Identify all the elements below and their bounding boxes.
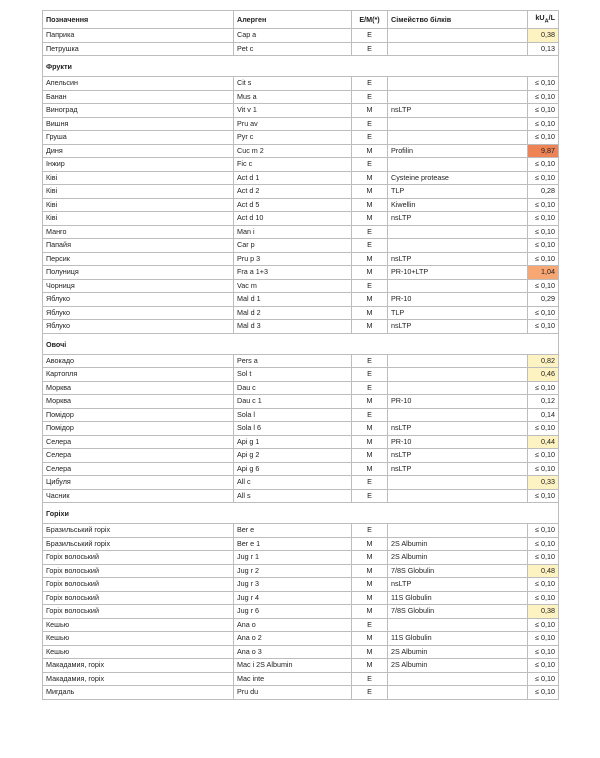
cell-designation: Бразильський горіх	[43, 537, 234, 551]
cell-value: 0,48	[528, 564, 559, 578]
table-row	[43, 185, 559, 199]
cell-em: E	[352, 279, 388, 293]
cell-designation: Полуниця	[43, 266, 234, 280]
cell-protein-family	[388, 77, 528, 91]
table-row	[43, 158, 559, 172]
cell-allergen: Vit v 1	[234, 104, 352, 118]
cell-designation: Інжир	[43, 158, 234, 172]
cell-designation: Виноград	[43, 104, 234, 118]
cell-designation: Макадамия, горіх	[43, 672, 234, 686]
cell-em: E	[352, 29, 388, 43]
cell-em: M	[352, 252, 388, 266]
cell-em: E	[352, 42, 388, 56]
cell-value: ≤ 0,10	[528, 306, 559, 320]
cell-value: ≤ 0,10	[528, 462, 559, 476]
section-title: Горіхи	[43, 503, 234, 524]
header-protein-family: Cімейство білків	[388, 11, 528, 29]
cell-allergen: Jug r 3	[234, 578, 352, 592]
cell-value: 0,82	[528, 354, 559, 368]
cell-value: ≤ 0,10	[528, 578, 559, 592]
cell-em: M	[352, 320, 388, 334]
table-row	[43, 462, 559, 476]
cell-designation: Помідор	[43, 408, 234, 422]
cell-allergen: Sola l 6	[234, 422, 352, 436]
cell-em: E	[352, 354, 388, 368]
cell-protein-family: 2S Albumin	[388, 537, 528, 551]
cell-protein-family: 11S Globulin	[388, 591, 528, 605]
cell-designation: Ківі	[43, 198, 234, 212]
cell-allergen: Sol t	[234, 368, 352, 382]
cell-allergen: Sola l	[234, 408, 352, 422]
cell-protein-family: 2S Albumin	[388, 645, 528, 659]
cell-allergen: Dau c	[234, 381, 352, 395]
cell-value: 0,38	[528, 605, 559, 619]
cell-value: 0,14	[528, 408, 559, 422]
cell-protein-family	[388, 90, 528, 104]
cell-protein-family: 2S Albumin	[388, 551, 528, 565]
cell-designation: Яблуко	[43, 293, 234, 307]
cell-value: ≤ 0,10	[528, 225, 559, 239]
cell-em: E	[352, 672, 388, 686]
cell-value: ≤ 0,10	[528, 551, 559, 565]
cell-allergen: All c	[234, 476, 352, 490]
cell-designation: Морква	[43, 395, 234, 409]
table-row	[43, 381, 559, 395]
cell-em: M	[352, 395, 388, 409]
cell-designation: Горіх волоський	[43, 591, 234, 605]
table-row	[43, 104, 559, 118]
cell-protein-family	[388, 672, 528, 686]
cell-allergen: Pyr c	[234, 131, 352, 145]
cell-designation: Селера	[43, 435, 234, 449]
cell-em: M	[352, 551, 388, 565]
cell-designation: Селера	[43, 449, 234, 463]
cell-em: E	[352, 408, 388, 422]
section-spacer	[234, 56, 352, 77]
cell-value: ≤ 0,10	[528, 104, 559, 118]
cell-protein-family	[388, 158, 528, 172]
cell-allergen: Fra a 1+3	[234, 266, 352, 280]
table-row	[43, 422, 559, 436]
cell-allergen: Mus a	[234, 90, 352, 104]
cell-designation: Цибуля	[43, 476, 234, 490]
table-row	[43, 117, 559, 131]
table-row	[43, 564, 559, 578]
cell-protein-family: nsLTP	[388, 320, 528, 334]
cell-value: ≤ 0,10	[528, 117, 559, 131]
table-row	[43, 212, 559, 226]
table-row	[43, 266, 559, 280]
table-row	[43, 551, 559, 565]
table-row	[43, 605, 559, 619]
cell-designation: Вишня	[43, 117, 234, 131]
cell-designation: Горіх волоський	[43, 605, 234, 619]
cell-protein-family	[388, 476, 528, 490]
cell-em: M	[352, 171, 388, 185]
cell-protein-family	[388, 381, 528, 395]
cell-value: ≤ 0,10	[528, 239, 559, 253]
cell-value: ≤ 0,10	[528, 672, 559, 686]
cell-allergen: Pru av	[234, 117, 352, 131]
cell-designation: Бразильський горіх	[43, 524, 234, 538]
cell-protein-family	[388, 29, 528, 43]
cell-value: ≤ 0,10	[528, 90, 559, 104]
cell-protein-family	[388, 279, 528, 293]
cell-protein-family	[388, 686, 528, 700]
table-row	[43, 279, 559, 293]
cell-allergen: Cuc m 2	[234, 144, 352, 158]
cell-allergen: Act d 1	[234, 171, 352, 185]
cell-allergen: Pru du	[234, 686, 352, 700]
cell-em: E	[352, 225, 388, 239]
cell-value: ≤ 0,10	[528, 618, 559, 632]
cell-allergen: Car p	[234, 239, 352, 253]
cell-designation: Апельсин	[43, 77, 234, 91]
section-spacer	[528, 503, 559, 524]
cell-em: M	[352, 462, 388, 476]
cell-allergen: All s	[234, 489, 352, 503]
cell-designation: Диня	[43, 144, 234, 158]
cell-protein-family: nsLTP	[388, 252, 528, 266]
table-row	[43, 578, 559, 592]
cell-protein-family: 7/8S Globulin	[388, 564, 528, 578]
cell-allergen: Pru p 3	[234, 252, 352, 266]
table-row	[43, 90, 559, 104]
cell-protein-family: 11S Globulin	[388, 632, 528, 646]
cell-em: M	[352, 605, 388, 619]
table-row	[43, 306, 559, 320]
section-spacer	[234, 503, 352, 524]
cell-em: E	[352, 77, 388, 91]
cell-em: E	[352, 524, 388, 538]
cell-protein-family	[388, 408, 528, 422]
table-body	[43, 29, 559, 700]
cell-protein-family: Profilin	[388, 144, 528, 158]
cell-em: E	[352, 131, 388, 145]
cell-value: 0,29	[528, 293, 559, 307]
cell-designation: Груша	[43, 131, 234, 145]
cell-value: ≤ 0,10	[528, 489, 559, 503]
cell-designation: Яблуко	[43, 320, 234, 334]
cell-value: 0,13	[528, 42, 559, 56]
cell-em: M	[352, 578, 388, 592]
cell-designation: Паприка	[43, 29, 234, 43]
cell-designation: Помідор	[43, 422, 234, 436]
cell-value: 1,04	[528, 266, 559, 280]
cell-em: M	[352, 104, 388, 118]
table-row	[43, 171, 559, 185]
cell-designation: Банан	[43, 90, 234, 104]
cell-protein-family	[388, 42, 528, 56]
cell-value: ≤ 0,10	[528, 449, 559, 463]
cell-value: 0,46	[528, 368, 559, 382]
cell-em: M	[352, 212, 388, 226]
cell-em: M	[352, 449, 388, 463]
cell-protein-family: nsLTP	[388, 449, 528, 463]
cell-em: E	[352, 239, 388, 253]
table-row	[43, 591, 559, 605]
cell-allergen: Mal d 1	[234, 293, 352, 307]
cell-em: M	[352, 185, 388, 199]
cell-designation: Ківі	[43, 171, 234, 185]
cell-allergen: Jug r 2	[234, 564, 352, 578]
cell-allergen: Cit s	[234, 77, 352, 91]
cell-allergen: Mac inte	[234, 672, 352, 686]
cell-designation: Горіх волоський	[43, 578, 234, 592]
table-row	[43, 476, 559, 490]
cell-em: E	[352, 90, 388, 104]
cell-value: ≤ 0,10	[528, 381, 559, 395]
cell-allergen: Pers a	[234, 354, 352, 368]
cell-value: ≤ 0,10	[528, 158, 559, 172]
header-em: E/M(*)	[352, 11, 388, 29]
cell-protein-family	[388, 524, 528, 538]
table-row	[43, 239, 559, 253]
cell-protein-family	[388, 368, 528, 382]
cell-em: E	[352, 158, 388, 172]
allergen-results-sheet	[42, 10, 558, 700]
section-header-row	[43, 56, 559, 77]
cell-allergen: Ber e	[234, 524, 352, 538]
cell-allergen: Mal d 2	[234, 306, 352, 320]
cell-designation: Персик	[43, 252, 234, 266]
cell-designation: Чорниця	[43, 279, 234, 293]
table-row	[43, 537, 559, 551]
table-row	[43, 320, 559, 334]
cell-value: 0,12	[528, 395, 559, 409]
section-spacer	[528, 56, 559, 77]
cell-allergen: Ber e 1	[234, 537, 352, 551]
cell-designation: Селера	[43, 462, 234, 476]
table-row	[43, 632, 559, 646]
cell-allergen: Fic c	[234, 158, 352, 172]
cell-designation: Ківі	[43, 212, 234, 226]
cell-protein-family: nsLTP	[388, 212, 528, 226]
table-row	[43, 395, 559, 409]
cell-protein-family	[388, 354, 528, 368]
cell-allergen: Cap a	[234, 29, 352, 43]
cell-value: ≤ 0,10	[528, 171, 559, 185]
cell-protein-family: PR-10	[388, 395, 528, 409]
table-row	[43, 645, 559, 659]
table-row	[43, 672, 559, 686]
table-row	[43, 524, 559, 538]
table-row	[43, 618, 559, 632]
header-allergen: Алерген	[234, 11, 352, 29]
table-row	[43, 29, 559, 43]
table-row	[43, 252, 559, 266]
cell-em: M	[352, 306, 388, 320]
cell-designation: Макадамия, горіх	[43, 659, 234, 673]
cell-em: M	[352, 144, 388, 158]
cell-protein-family	[388, 239, 528, 253]
cell-designation: Манго	[43, 225, 234, 239]
table-row	[43, 686, 559, 700]
table-row	[43, 144, 559, 158]
section-title: Фрукти	[43, 56, 234, 77]
cell-designation: Петрушка	[43, 42, 234, 56]
cell-value: 0,38	[528, 29, 559, 43]
cell-allergen: Api g 1	[234, 435, 352, 449]
cell-value: 0,33	[528, 476, 559, 490]
cell-em: E	[352, 117, 388, 131]
cell-allergen: Ana o 2	[234, 632, 352, 646]
cell-value: ≤ 0,10	[528, 77, 559, 91]
cell-designation: Кешью	[43, 632, 234, 646]
cell-em: M	[352, 435, 388, 449]
cell-designation: Горіх волоський	[43, 564, 234, 578]
cell-allergen: Pet c	[234, 42, 352, 56]
cell-allergen: Mal d 3	[234, 320, 352, 334]
section-spacer	[234, 333, 352, 354]
cell-allergen: Vac m	[234, 279, 352, 293]
table-row	[43, 77, 559, 91]
cell-designation: Кешью	[43, 618, 234, 632]
section-header-row	[43, 503, 559, 524]
section-title: Овочі	[43, 333, 234, 354]
cell-protein-family	[388, 618, 528, 632]
cell-allergen: Jug r 6	[234, 605, 352, 619]
cell-value: ≤ 0,10	[528, 632, 559, 646]
cell-value: ≤ 0,10	[528, 659, 559, 673]
table-row	[43, 435, 559, 449]
cell-allergen: Act d 10	[234, 212, 352, 226]
cell-protein-family: nsLTP	[388, 578, 528, 592]
table-row	[43, 42, 559, 56]
cell-designation: Морква	[43, 381, 234, 395]
header-designation: Позначення	[43, 11, 234, 29]
cell-protein-family: nsLTP	[388, 104, 528, 118]
cell-value: ≤ 0,10	[528, 591, 559, 605]
cell-value: ≤ 0,10	[528, 686, 559, 700]
cell-allergen: Dau c 1	[234, 395, 352, 409]
cell-em: M	[352, 266, 388, 280]
table-row	[43, 225, 559, 239]
cell-protein-family: PR-10	[388, 293, 528, 307]
cell-em: M	[352, 537, 388, 551]
table-header-row	[43, 11, 559, 29]
cell-value: ≤ 0,10	[528, 645, 559, 659]
section-spacer	[352, 333, 388, 354]
cell-em: E	[352, 476, 388, 490]
cell-em: M	[352, 591, 388, 605]
cell-value: ≤ 0,10	[528, 252, 559, 266]
cell-allergen: Jug r 1	[234, 551, 352, 565]
cell-allergen: Act d 5	[234, 198, 352, 212]
cell-em: E	[352, 368, 388, 382]
cell-allergen: Ana o	[234, 618, 352, 632]
cell-protein-family: PR-10+LTP	[388, 266, 528, 280]
cell-protein-family: Cysteine protease	[388, 171, 528, 185]
table-row	[43, 354, 559, 368]
cell-designation: Картопля	[43, 368, 234, 382]
cell-designation: Папайя	[43, 239, 234, 253]
cell-designation: Яблуко	[43, 306, 234, 320]
cell-value: ≤ 0,10	[528, 131, 559, 145]
cell-value: ≤ 0,10	[528, 320, 559, 334]
cell-em: E	[352, 489, 388, 503]
section-spacer	[388, 503, 528, 524]
cell-designation: Кешью	[43, 645, 234, 659]
cell-em: M	[352, 632, 388, 646]
cell-protein-family: PR-10	[388, 435, 528, 449]
cell-designation: Авокадо	[43, 354, 234, 368]
cell-designation: Горіх волоський	[43, 551, 234, 565]
cell-em: M	[352, 645, 388, 659]
table-row	[43, 408, 559, 422]
cell-allergen: Act d 2	[234, 185, 352, 199]
section-header-row	[43, 333, 559, 354]
section-spacer	[388, 56, 528, 77]
cell-allergen: Api g 2	[234, 449, 352, 463]
cell-protein-family: nsLTP	[388, 462, 528, 476]
table-row	[43, 659, 559, 673]
table-row	[43, 198, 559, 212]
cell-protein-family: Kiwellin	[388, 198, 528, 212]
cell-protein-family: TLP	[388, 185, 528, 199]
table-row	[43, 489, 559, 503]
cell-value: ≤ 0,10	[528, 524, 559, 538]
cell-protein-family	[388, 489, 528, 503]
cell-protein-family	[388, 225, 528, 239]
cell-value: ≤ 0,10	[528, 279, 559, 293]
cell-em: E	[352, 618, 388, 632]
cell-em: M	[352, 422, 388, 436]
cell-protein-family	[388, 117, 528, 131]
cell-protein-family: 7/8S Globulin	[388, 605, 528, 619]
cell-allergen: Mac i 2S Albumin	[234, 659, 352, 673]
cell-em: E	[352, 686, 388, 700]
cell-value: 0,28	[528, 185, 559, 199]
cell-em: M	[352, 564, 388, 578]
header-unit: $kU_A/L$	[528, 11, 559, 29]
cell-allergen: Jug r 4	[234, 591, 352, 605]
cell-em: E	[352, 381, 388, 395]
cell-protein-family: nsLTP	[388, 422, 528, 436]
cell-value: 9,87	[528, 144, 559, 158]
table-row	[43, 368, 559, 382]
table-row	[43, 449, 559, 463]
section-spacer	[528, 333, 559, 354]
cell-allergen: Man i	[234, 225, 352, 239]
cell-allergen: Ana o 3	[234, 645, 352, 659]
cell-designation: Часник	[43, 489, 234, 503]
cell-designation: Мигдаль	[43, 686, 234, 700]
cell-value: ≤ 0,10	[528, 198, 559, 212]
cell-allergen: Api g 6	[234, 462, 352, 476]
section-spacer	[352, 503, 388, 524]
cell-em: M	[352, 659, 388, 673]
cell-em: M	[352, 198, 388, 212]
cell-protein-family: 2S Albumin	[388, 659, 528, 673]
cell-protein-family: TLP	[388, 306, 528, 320]
table-row	[43, 293, 559, 307]
table-row	[43, 131, 559, 145]
section-spacer	[352, 56, 388, 77]
cell-value: ≤ 0,10	[528, 422, 559, 436]
cell-value: ≤ 0,10	[528, 212, 559, 226]
cell-value: 0,44	[528, 435, 559, 449]
cell-em: M	[352, 293, 388, 307]
allergen-results-table	[42, 10, 559, 700]
cell-designation: Ківі	[43, 185, 234, 199]
section-spacer	[388, 333, 528, 354]
cell-value: ≤ 0,10	[528, 537, 559, 551]
cell-protein-family	[388, 131, 528, 145]
